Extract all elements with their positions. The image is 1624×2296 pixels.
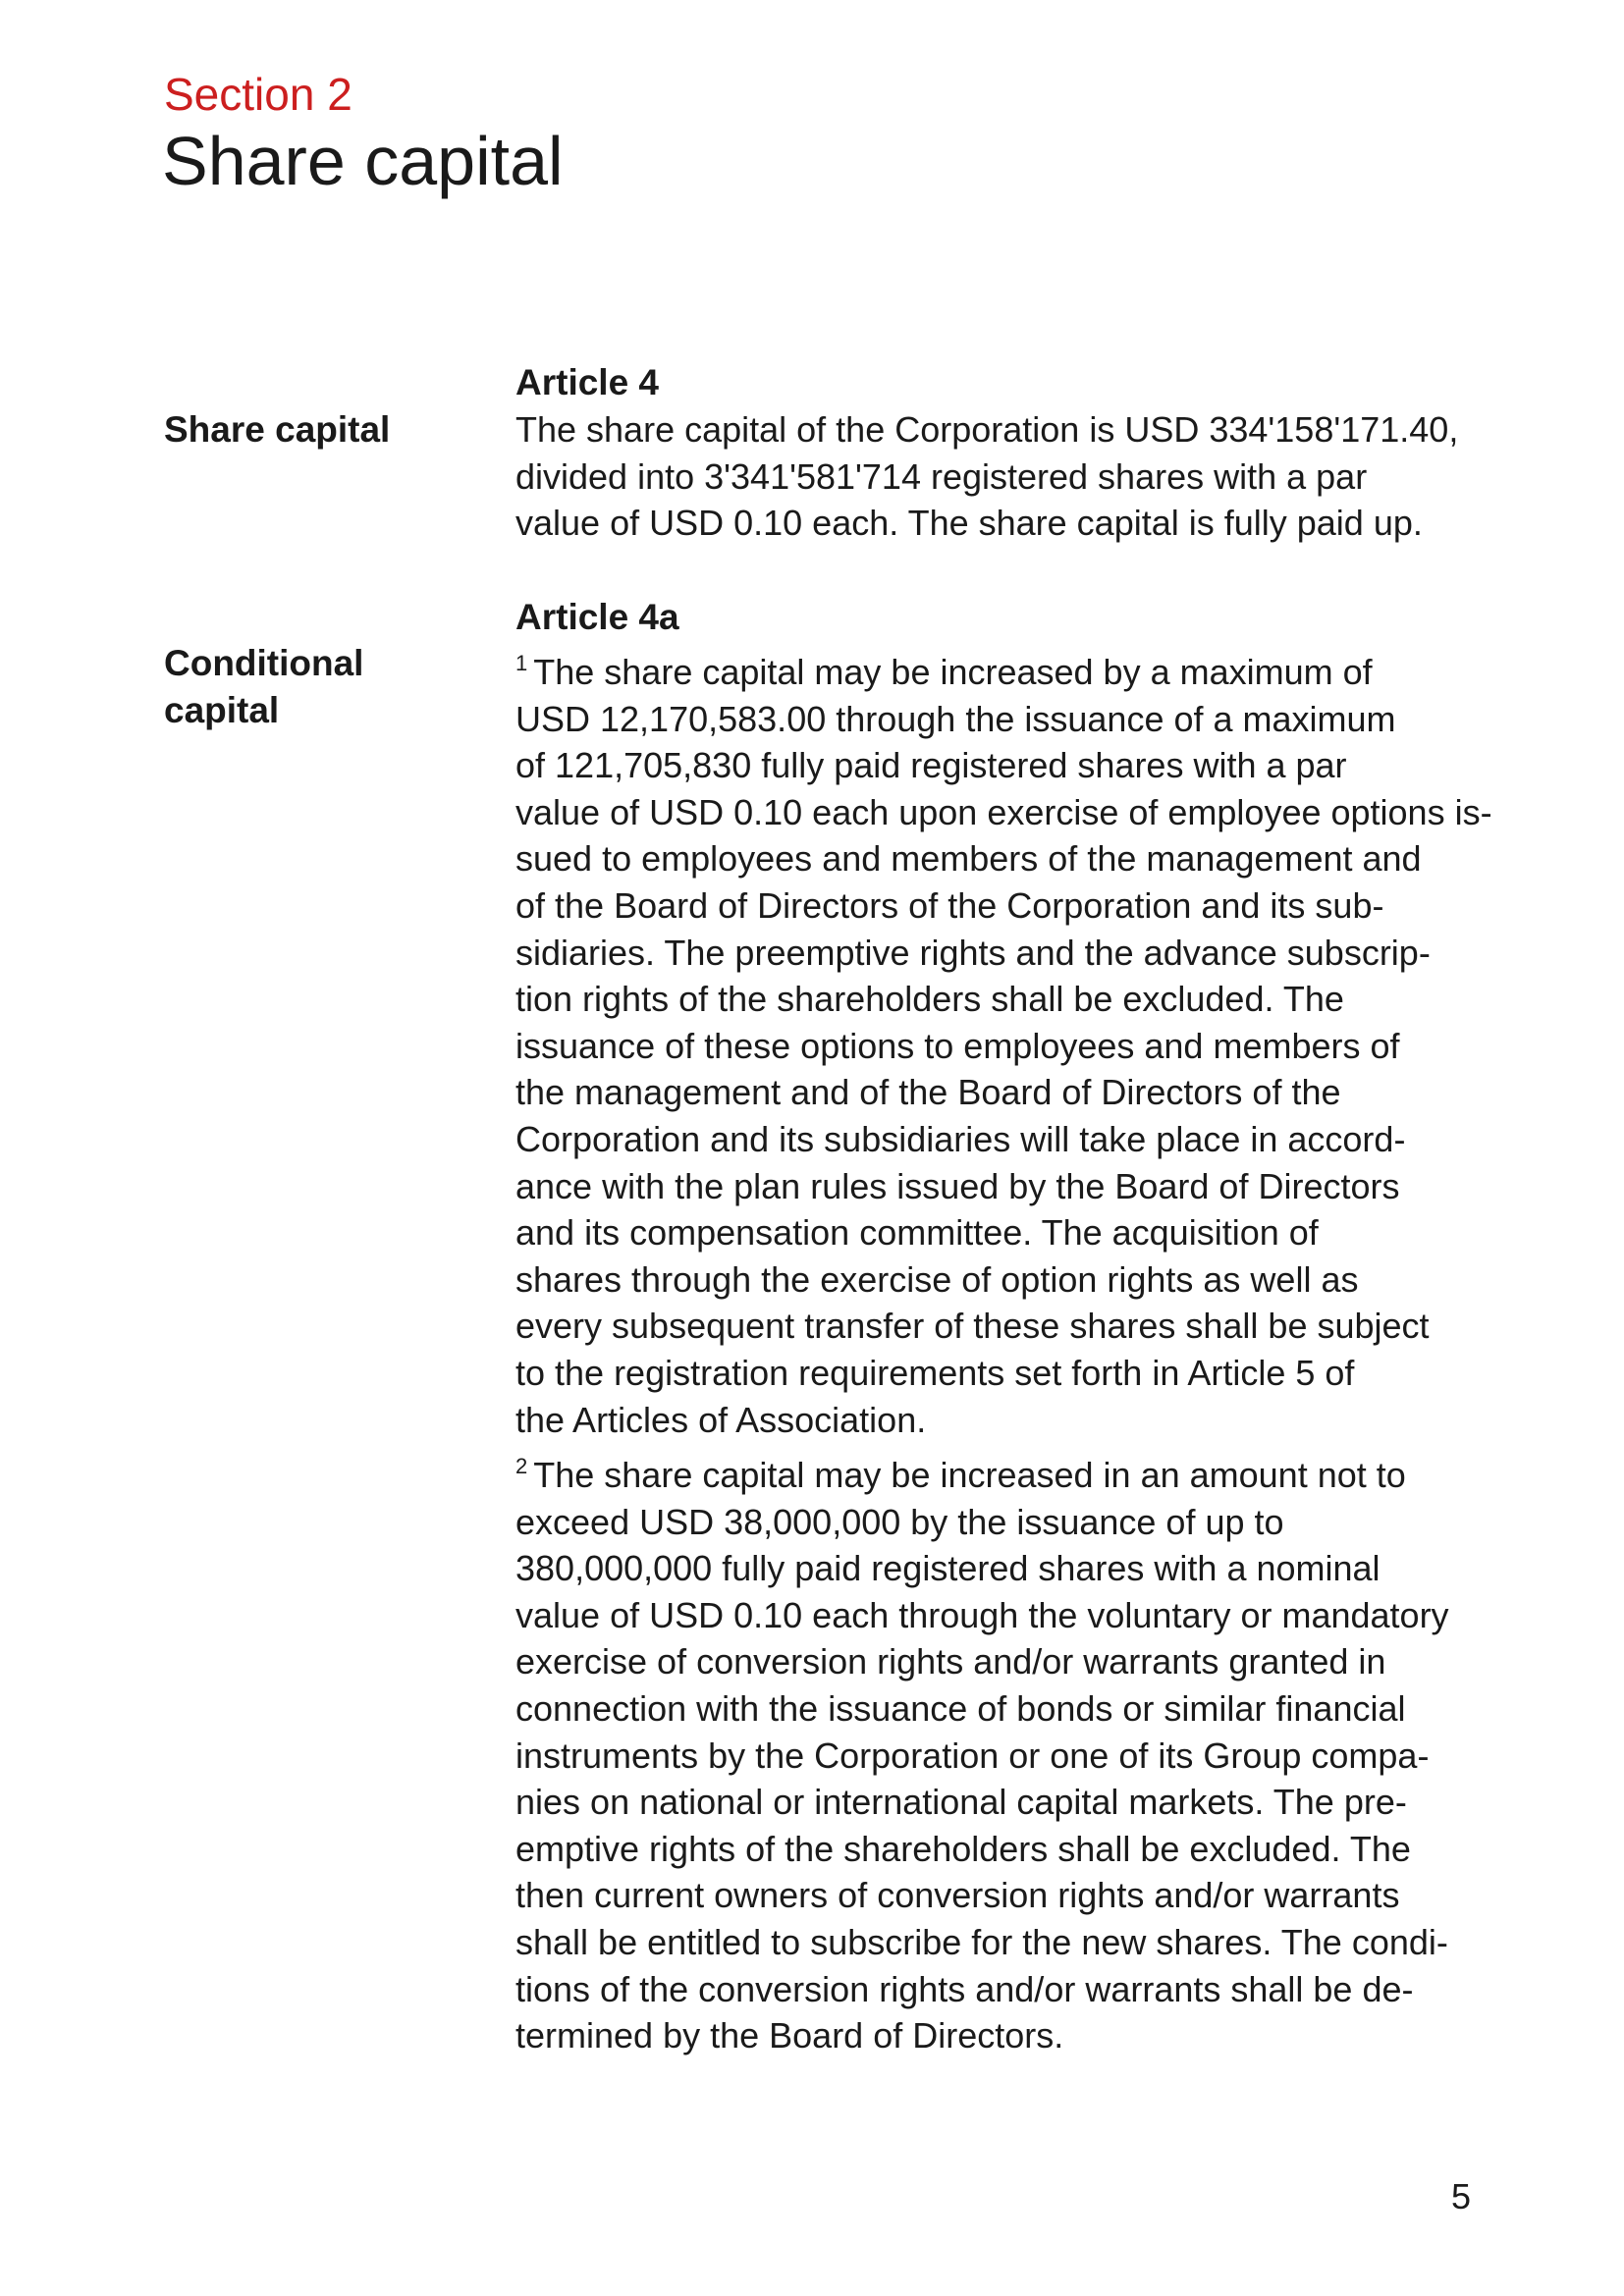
side-label-line: Conditional [164, 643, 364, 683]
paragraph-2 [515, 1443, 1478, 2059]
paragraph-marker: 1 [515, 651, 528, 675]
section-label: Section 2 [164, 69, 352, 120]
page-title: Share capital [162, 123, 564, 199]
text-line: USD 12,170,583.00 through the issuance of a maximum [515, 698, 1396, 739]
page-number: 5 [1451, 2176, 1472, 2216]
text-line: Corporation and its subsidiaries will take place in accord- [515, 1118, 1406, 1159]
share-capital-side-label: Share capital [164, 409, 391, 450]
text-line: tion rights of the shareholders shall be excluded. The [515, 979, 1344, 1020]
text-line: ance with the plan rules issued by the Board of Directors [515, 1165, 1400, 1206]
text-line: instruments by the Corporation or one of its Group compa- [515, 1735, 1430, 1776]
side-label-line: capital [164, 690, 280, 730]
text-line: issuance of these options to employees and members of [515, 1025, 1400, 1066]
article-4a-body [515, 640, 1492, 2059]
text-line [515, 1443, 1478, 1499]
text-line: every subsequent transfer of these shares shall be subject [515, 1306, 1430, 1347]
text-line: value of USD 0.10 each upon exercise of employee options is- [515, 791, 1492, 832]
text-line: nies on national or international capital markets. The pre- [515, 1782, 1407, 1823]
text-line: value of USD 0.10 each through the voluntary or mandatory [515, 1594, 1449, 1635]
conditional-capital-side-label [164, 640, 459, 734]
text-line: emptive rights of the shareholders shall be excluded. The [515, 1828, 1411, 1869]
paragraph-marker: 2 [515, 1454, 528, 1479]
text-line: sidiaries. The preemptive rights and the advance subscrip- [515, 932, 1431, 973]
text-line: shall be entitled to subscribe for the new shares. The condi- [515, 1922, 1448, 1963]
article-4-heading: Article 4 [515, 362, 660, 402]
text-line: value of USD 0.10 each. The share capital is fully paid up. [515, 503, 1423, 544]
text-line: and its compensation committee. The acquisition of [515, 1212, 1319, 1254]
text-line [515, 640, 1478, 696]
text-line: the management and of the Board of Directors of the [515, 1072, 1341, 1113]
text-line: divided into 3'341'581'714 registered shares with a par [515, 455, 1368, 497]
text-line-content: The share capital may be increased in an amount not to [533, 1455, 1406, 1496]
text-line: the Articles of Association. [515, 1399, 927, 1440]
text-line: 380,000,000 fully paid registered shares with a nominal [515, 1548, 1380, 1589]
text-line: of 121,705,830 fully paid registered shares with a par [515, 745, 1347, 786]
article-4a-heading: Article 4a [515, 597, 679, 637]
text-line: exceed USD 38,000,000 by the issuance of up to [515, 1501, 1284, 1542]
text-line: shares through the exercise of option rights as well as [515, 1258, 1359, 1300]
text-line: then current owners of conversion rights and/or warrants [515, 1875, 1400, 1916]
text-line: termined by the Board of Directors. [515, 2015, 1064, 2056]
text-line: to the registration requirements set forth in Article 5 of [515, 1352, 1355, 1393]
article-4-body [515, 406, 1478, 547]
paragraph-1 [515, 640, 1492, 1443]
text-line: sued to employees and members of the management and [515, 838, 1422, 880]
text-line: exercise of conversion rights and/or warrants granted in [515, 1641, 1386, 1682]
text-line: of the Board of Directors of the Corporation and its sub- [515, 884, 1384, 926]
text-line: The share capital of the Corporation is USD 334'158'171.40, [515, 409, 1459, 450]
text-line: tions of the conversion rights and/or warrants shall be de- [515, 1968, 1414, 2009]
text-line-content: The share capital may be increased by a maximum of [533, 652, 1373, 692]
text-line: connection with the issuance of bonds or similar financial [515, 1688, 1406, 1730]
